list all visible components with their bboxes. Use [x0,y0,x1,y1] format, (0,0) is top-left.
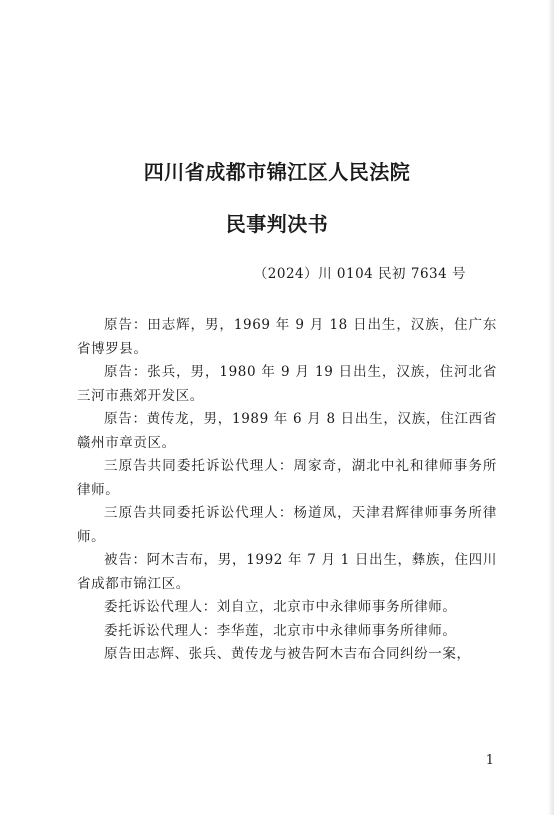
paragraph-case-intro: 原告田志辉、张兵、黄传龙与被告阿木吉布合同纠纷一案， [104,646,471,662]
case-number: （2024）川 0104 民初 7634 号 [253,266,466,282]
paragraph-plaintiff-2: 原告：张兵，男，1980 年 9 月 19 日出生，汉族，住河北省三河市燕郊开发区。 [77,364,497,404]
page-edge-shadow [548,0,554,815]
paragraph-agent-1: 三原告共同委托诉讼代理人：周家奇，湖北中礼和律师事务所律师。 [77,458,497,498]
paragraph-defendant-agent-1: 委托诉讼代理人：刘自立，北京市中永律师事务所律师。 [104,599,457,615]
document-body [77,314,497,667]
paragraph-plaintiff-1: 原告：田志辉，男，1969 年 9 月 18 日出生，汉族，住广东省博罗县。 [77,317,497,357]
page-number: 1 [485,753,494,768]
paragraph-defendant: 被告：阿木吉布，男，1992 年 7 月 1 日出生，彝族，住四川省成都市锦江区。 [77,552,497,592]
paragraph-agent-2: 三原告共同委托诉讼代理人：杨道凤，天津君辉律师事务所律师。 [77,505,497,545]
paragraph-defendant-agent-2: 委托诉讼代理人：李华莲，北京市中永律师事务所律师。 [104,622,457,639]
paragraph-plaintiff-3: 原告：黄传龙，男，1989 年 6 月 8 日出生，汉族，住江西省赣州市章贡区。 [77,411,497,451]
court-name-title: 四川省成都市锦江区人民法院 [143,160,411,184]
document-type-title: 民事判决书 [225,212,329,236]
